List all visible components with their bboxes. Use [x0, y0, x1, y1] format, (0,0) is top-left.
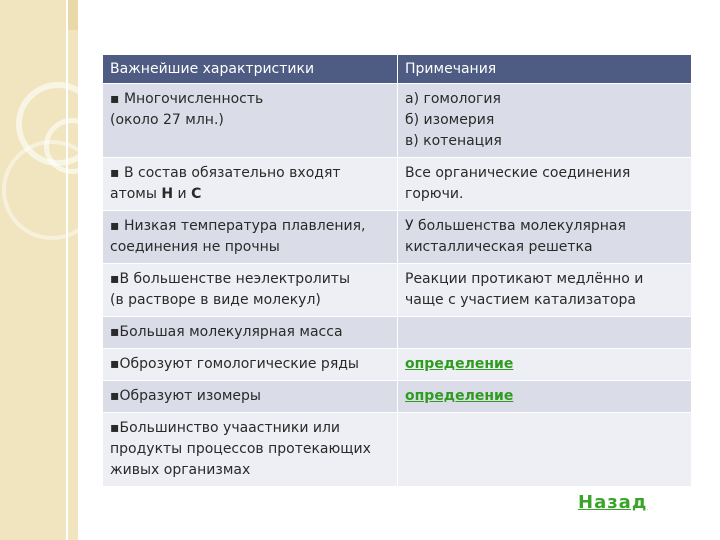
cell-text: (около 27 млн.) [110, 112, 224, 128]
table-row [103, 264, 692, 317]
cell-text: ▪Большая молекулярная масса [110, 324, 343, 340]
cell-text: а) гомология [405, 91, 501, 107]
cell-text: Все органические соединения [405, 165, 631, 181]
characteristic-cell [103, 317, 398, 349]
definition-link[interactable]: определение [405, 388, 514, 404]
header-notes: Примечания [398, 55, 692, 84]
cell-text: Реакции протикают медлённо и [405, 271, 644, 287]
characteristic-cell [103, 84, 398, 158]
cell-text: соединения не прочны [110, 239, 280, 255]
cell-text: ▪ Многочисленность [110, 91, 264, 107]
cell-text: чаще с участием катализатора [405, 292, 636, 308]
definition-link[interactable]: определение [405, 356, 514, 372]
cell-text: ▪ В состав обязательно входят [110, 165, 341, 181]
characteristic-cell [103, 349, 398, 381]
back-link[interactable]: Назад [578, 492, 648, 513]
table-row [103, 317, 692, 349]
table-row [103, 349, 692, 381]
note-cell [398, 264, 692, 317]
cell-text: б) изомерия [405, 112, 495, 128]
decorative-ring [2, 140, 102, 240]
cell-text: У большенства молекулярная [405, 218, 626, 234]
note-cell [398, 349, 692, 381]
cell-text-fragment: атомы [110, 186, 162, 202]
table-row [103, 413, 692, 487]
characteristic-cell [103, 211, 398, 264]
note-cell [398, 84, 692, 158]
table-row [103, 158, 692, 211]
cell-text-fragment: и [173, 186, 192, 202]
header-characteristics: Важнейшие характристики [103, 55, 398, 84]
cell-text: в) котенация [405, 133, 502, 149]
note-cell [398, 317, 692, 349]
cell-text: живых организмах [110, 462, 251, 478]
characteristic-cell [103, 158, 398, 211]
table-row [103, 211, 692, 264]
cell-text: (в растворе в виде молекул) [110, 292, 321, 308]
cell-text: продукты процессов протекающих [110, 441, 371, 457]
characteristic-cell [103, 413, 398, 487]
cell-text: горючи. [405, 186, 464, 202]
cell-text: ▪ Низкая температура плавления, [110, 218, 366, 234]
note-cell [398, 381, 692, 413]
table-row [103, 381, 692, 413]
note-cell [398, 211, 692, 264]
cell-text: ▪Большинство учаастники или [110, 420, 341, 436]
characteristic-cell [103, 381, 398, 413]
table-header-row [103, 55, 692, 84]
cell-text: ▪В большенстве неэлектролиты [110, 271, 351, 287]
side-divider-line [66, 0, 68, 540]
element-symbol-h: Н [161, 186, 174, 202]
cell-text: ▪Оброзуют гомологические ряды [110, 356, 359, 372]
characteristics-table [102, 54, 692, 487]
table-row [103, 84, 692, 158]
characteristic-cell [103, 264, 398, 317]
cell-text: кисталлическая решетка [405, 239, 593, 255]
element-symbol-c: С [191, 186, 202, 202]
cell-text: ▪Образуют изомеры [110, 388, 261, 404]
note-cell [398, 413, 692, 487]
cell-text [110, 184, 390, 205]
note-cell [398, 158, 692, 211]
